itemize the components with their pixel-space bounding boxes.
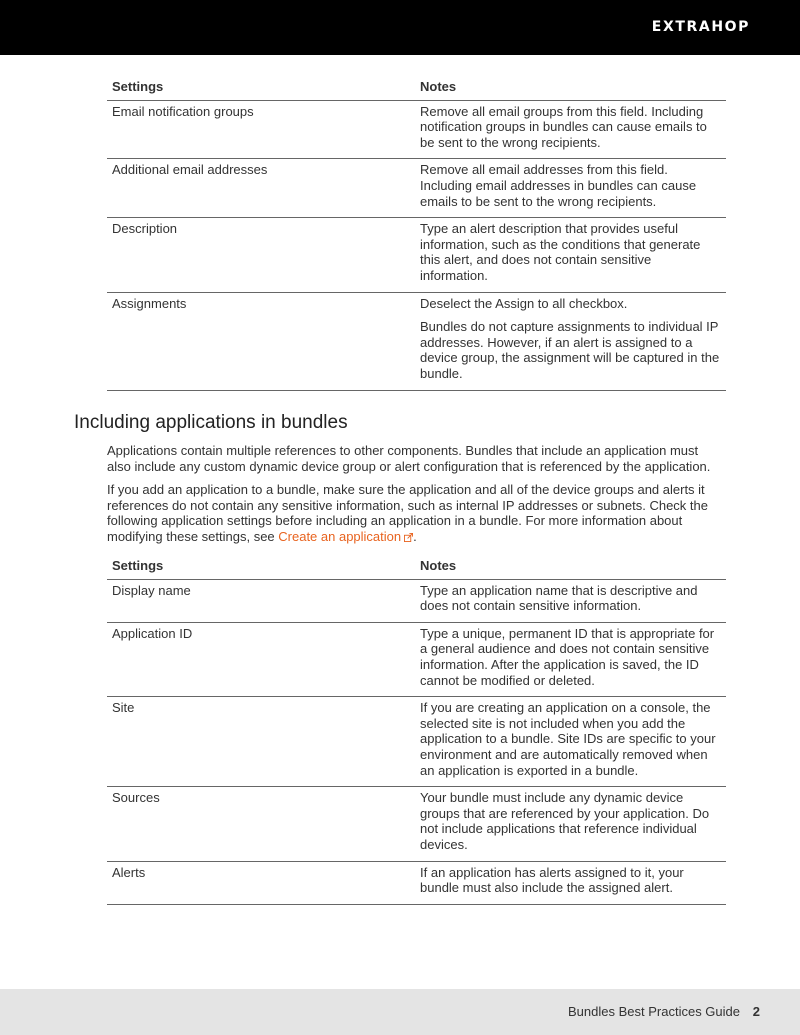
column-header-settings: Settings: [107, 79, 415, 100]
notes-cell: [415, 159, 726, 218]
notes-cell: [415, 697, 726, 787]
note-text: Type an application name that is descriptive and does not contain sensitive information.: [420, 582, 698, 614]
setting-cell: Description: [107, 218, 415, 292]
setting-cell: Alerts: [107, 861, 415, 904]
paragraph-text: If you add an application to a bundle, make sure the application and all of the device groups and alerts it references do not contain any sensitive information, such as internal IP addresses or subnets. Check the following application settings before including an application in a bundle. For more information about modifying these settings, see: [107, 482, 708, 544]
table-header-row: [107, 558, 726, 579]
page-number: 2: [752, 1004, 760, 1019]
table-header-row: [107, 79, 726, 100]
notes-cell: [415, 622, 726, 696]
table-row: [107, 292, 726, 390]
table-row: [107, 622, 726, 696]
setting-cell: Sources: [107, 787, 415, 861]
notes-cell: [415, 579, 726, 622]
note-text: Remove all email addresses from this field. Including email addresses in bundles can cause emails to be sent to the wrong recipients.: [420, 162, 697, 209]
column-header-notes: Notes: [415, 79, 726, 100]
note-text: Deselect the Assign to all checkbox.: [420, 295, 628, 311]
alert-settings-table: [107, 79, 726, 391]
page-footer: [0, 989, 800, 1035]
intro-paragraph: Applications contain multiple references to other components. Bundles that include an application must also include any custom dynamic device group or alert configuration that is referenced by the application.: [107, 443, 711, 474]
create-application-link[interactable]: [278, 529, 413, 544]
notes-cell: [415, 787, 726, 861]
table-row: [107, 218, 726, 292]
column-header-settings: Settings: [107, 558, 415, 579]
link-text[interactable]: Create an application: [278, 528, 402, 544]
setting-cell: Assignments: [107, 292, 415, 390]
notes-cell: [415, 218, 726, 292]
notes-cell: [415, 292, 726, 390]
external-link-icon[interactable]: [404, 533, 413, 542]
setting-cell: Additional email addresses: [107, 159, 415, 218]
note-text: Remove all email groups from this field. Including notification groups in bundles can cause emails to be sent to the wrong recipients.: [420, 103, 707, 150]
note-text: If an application has alerts assigned to it, your bundle must also include the assigned alert.: [420, 864, 684, 896]
note-text: Your bundle must include any dynamic device groups that are referenced by your application. Do not include applications that reference individual devices.: [420, 790, 710, 852]
setting-cell: Site: [107, 697, 415, 787]
logo-text: EXTRAHOP: [651, 19, 750, 35]
notes-cell: [415, 100, 726, 159]
extrahop-logo: [652, 19, 750, 35]
table-row: [107, 579, 726, 622]
setting-cell: Application ID: [107, 622, 415, 696]
table-row: [107, 100, 726, 159]
table-row: [107, 159, 726, 218]
table-row: [107, 787, 726, 861]
section-heading: Including applications in bundles: [74, 412, 348, 433]
note-text: Bundles do not capture assignments to individual IP addresses. However, if an alert is assigned to a device group, the assignment will be captured in the bundle.: [420, 319, 720, 381]
note-text: Type a unique, permanent ID that is appropriate for a general audience and does not contain sensitive information. After the application is saved, the ID cannot be modified or deleted.: [420, 625, 715, 688]
header-bar: [0, 0, 800, 55]
settings-paragraph: [107, 482, 717, 544]
table-row: [107, 697, 726, 787]
paragraph-end: .: [413, 528, 417, 544]
column-header-notes: Notes: [415, 558, 726, 579]
notes-cell: [415, 861, 726, 904]
note-text: Type an alert description that provides useful information, such as the conditions that generate this alert, and does not contain sensitive information.: [420, 221, 701, 283]
setting-cell: Email notification groups: [107, 100, 415, 159]
note-text: If you are creating an application on a console, the selected site is not included when you add the application to a bundle. Site IDs are specific to your environment and are automatically removed when an application is exported in a bundle.: [420, 700, 716, 778]
table-row: [107, 861, 726, 904]
application-settings-table: [107, 558, 726, 905]
setting-cell: Display name: [107, 579, 415, 622]
guide-title: Bundles Best Practices Guide: [568, 1004, 740, 1019]
